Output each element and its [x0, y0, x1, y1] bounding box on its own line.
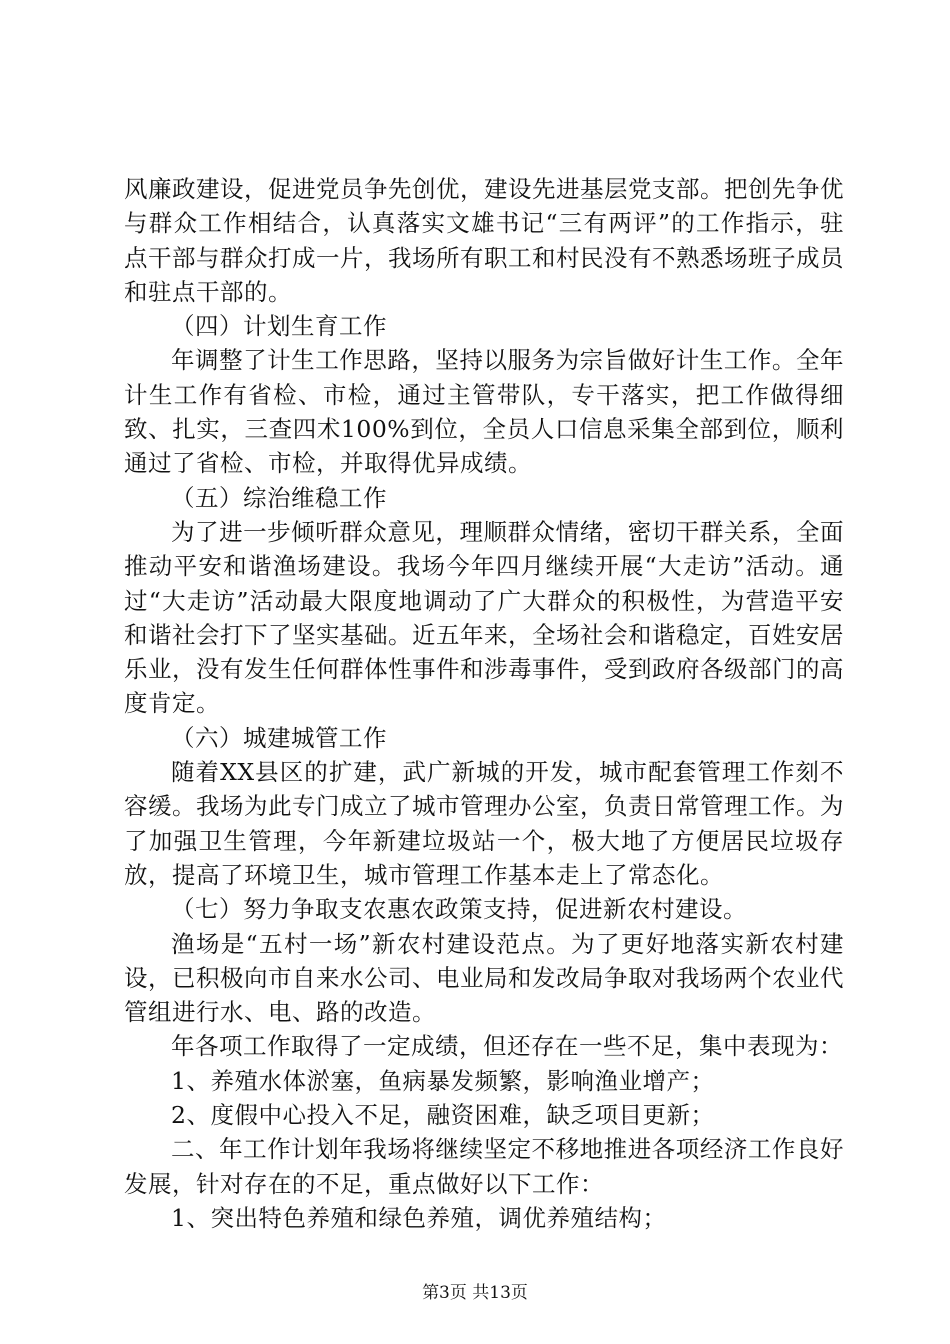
page-footer: 第3页 共13页	[422, 1283, 528, 1303]
paragraph-rural-construction: 渔场是“五村一场”新农村建设范点。为了更好地落实新农村建设，已积极向市自来水公司、电业局和发改局争取对我场两个农业代管组进行水、电、路的改造。	[124, 929, 844, 1027]
section-heading-urban-management: （六）城建城管工作	[171, 723, 387, 752]
list-item-shortcoming-2: 2、度假中心投入不足，融资困难，缺乏项目更新；	[171, 1101, 715, 1130]
section-heading-stability: （五）综治维稳工作	[171, 483, 387, 512]
list-item-shortcoming-1: 1、养殖水体淤塞，鱼病暴发频繁，影响渔业增产；	[171, 1066, 715, 1095]
paragraph-family-planning: 年调整了计生工作思路，坚持以服务为宗旨做好计生工作。全年计生工作有省检、市检，通过主管带队，专干落实，把工作做得细致、扎实，三查四术100%到位，全员人口信息采集全部到位，顺利通过了省检、市检，并取得优异成绩。	[124, 346, 844, 478]
paragraph-stability: 为了进一步倾听群众意见，理顺群众情绪，密切干群关系，全面推动平安和谐渔场建设。我场今年四月继续开展“大走访”活动。通过“大走访”活动最大限度地调动了广大群众的积极性，为营造平安和谐社会打下了坚实基础。近五年来，全场社会和谐稳定，百姓安居乐业，没有发生任何群体性事件和涉毒事件，受到政府各级部门的高度肯定。	[124, 517, 844, 718]
list-item-plan-1: 1、突出特色养殖和绿色养殖，调优养殖结构；	[171, 1203, 667, 1232]
document-body	[124, 172, 844, 1235]
paragraph-urban-management: 随着XX县区的扩建，武广新城的开发，城市配套管理工作刻不容缓。我场为此专门成立了城市管理办公室，负责日常管理工作。为了加强卫生管理，今年新建垃圾站一个，极大地了方便居民垃圾存放，提高了环境卫生，城市管理工作基本走上了常态化。	[124, 758, 844, 889]
section-heading-family-planning: （四）计划生育工作	[171, 312, 387, 341]
paragraph-work-plan: 二、年工作计划年我场将继续坚定不移地推进各项经济工作良好发展，针对存在的不足，重点做好以下工作：	[124, 1135, 844, 1198]
paragraph-continued: 风廉政建设，促进党员争先创优，建设先进基层党支部。把创先争优与群众工作相结合，认真落实文雄书记“三有两评”的工作指示，驻点干部与群众打成一片，我场所有职工和村民没有不熟悉场班子成员和驻点干部的。	[124, 175, 844, 306]
paragraph-shortcomings: 年各项工作取得了一定成绩，但还存在一些不足，集中表现为：	[171, 1032, 843, 1061]
section-heading-rural-construction: （七）努力争取支农惠农政策支持，促进新农村建设。	[171, 895, 747, 924]
